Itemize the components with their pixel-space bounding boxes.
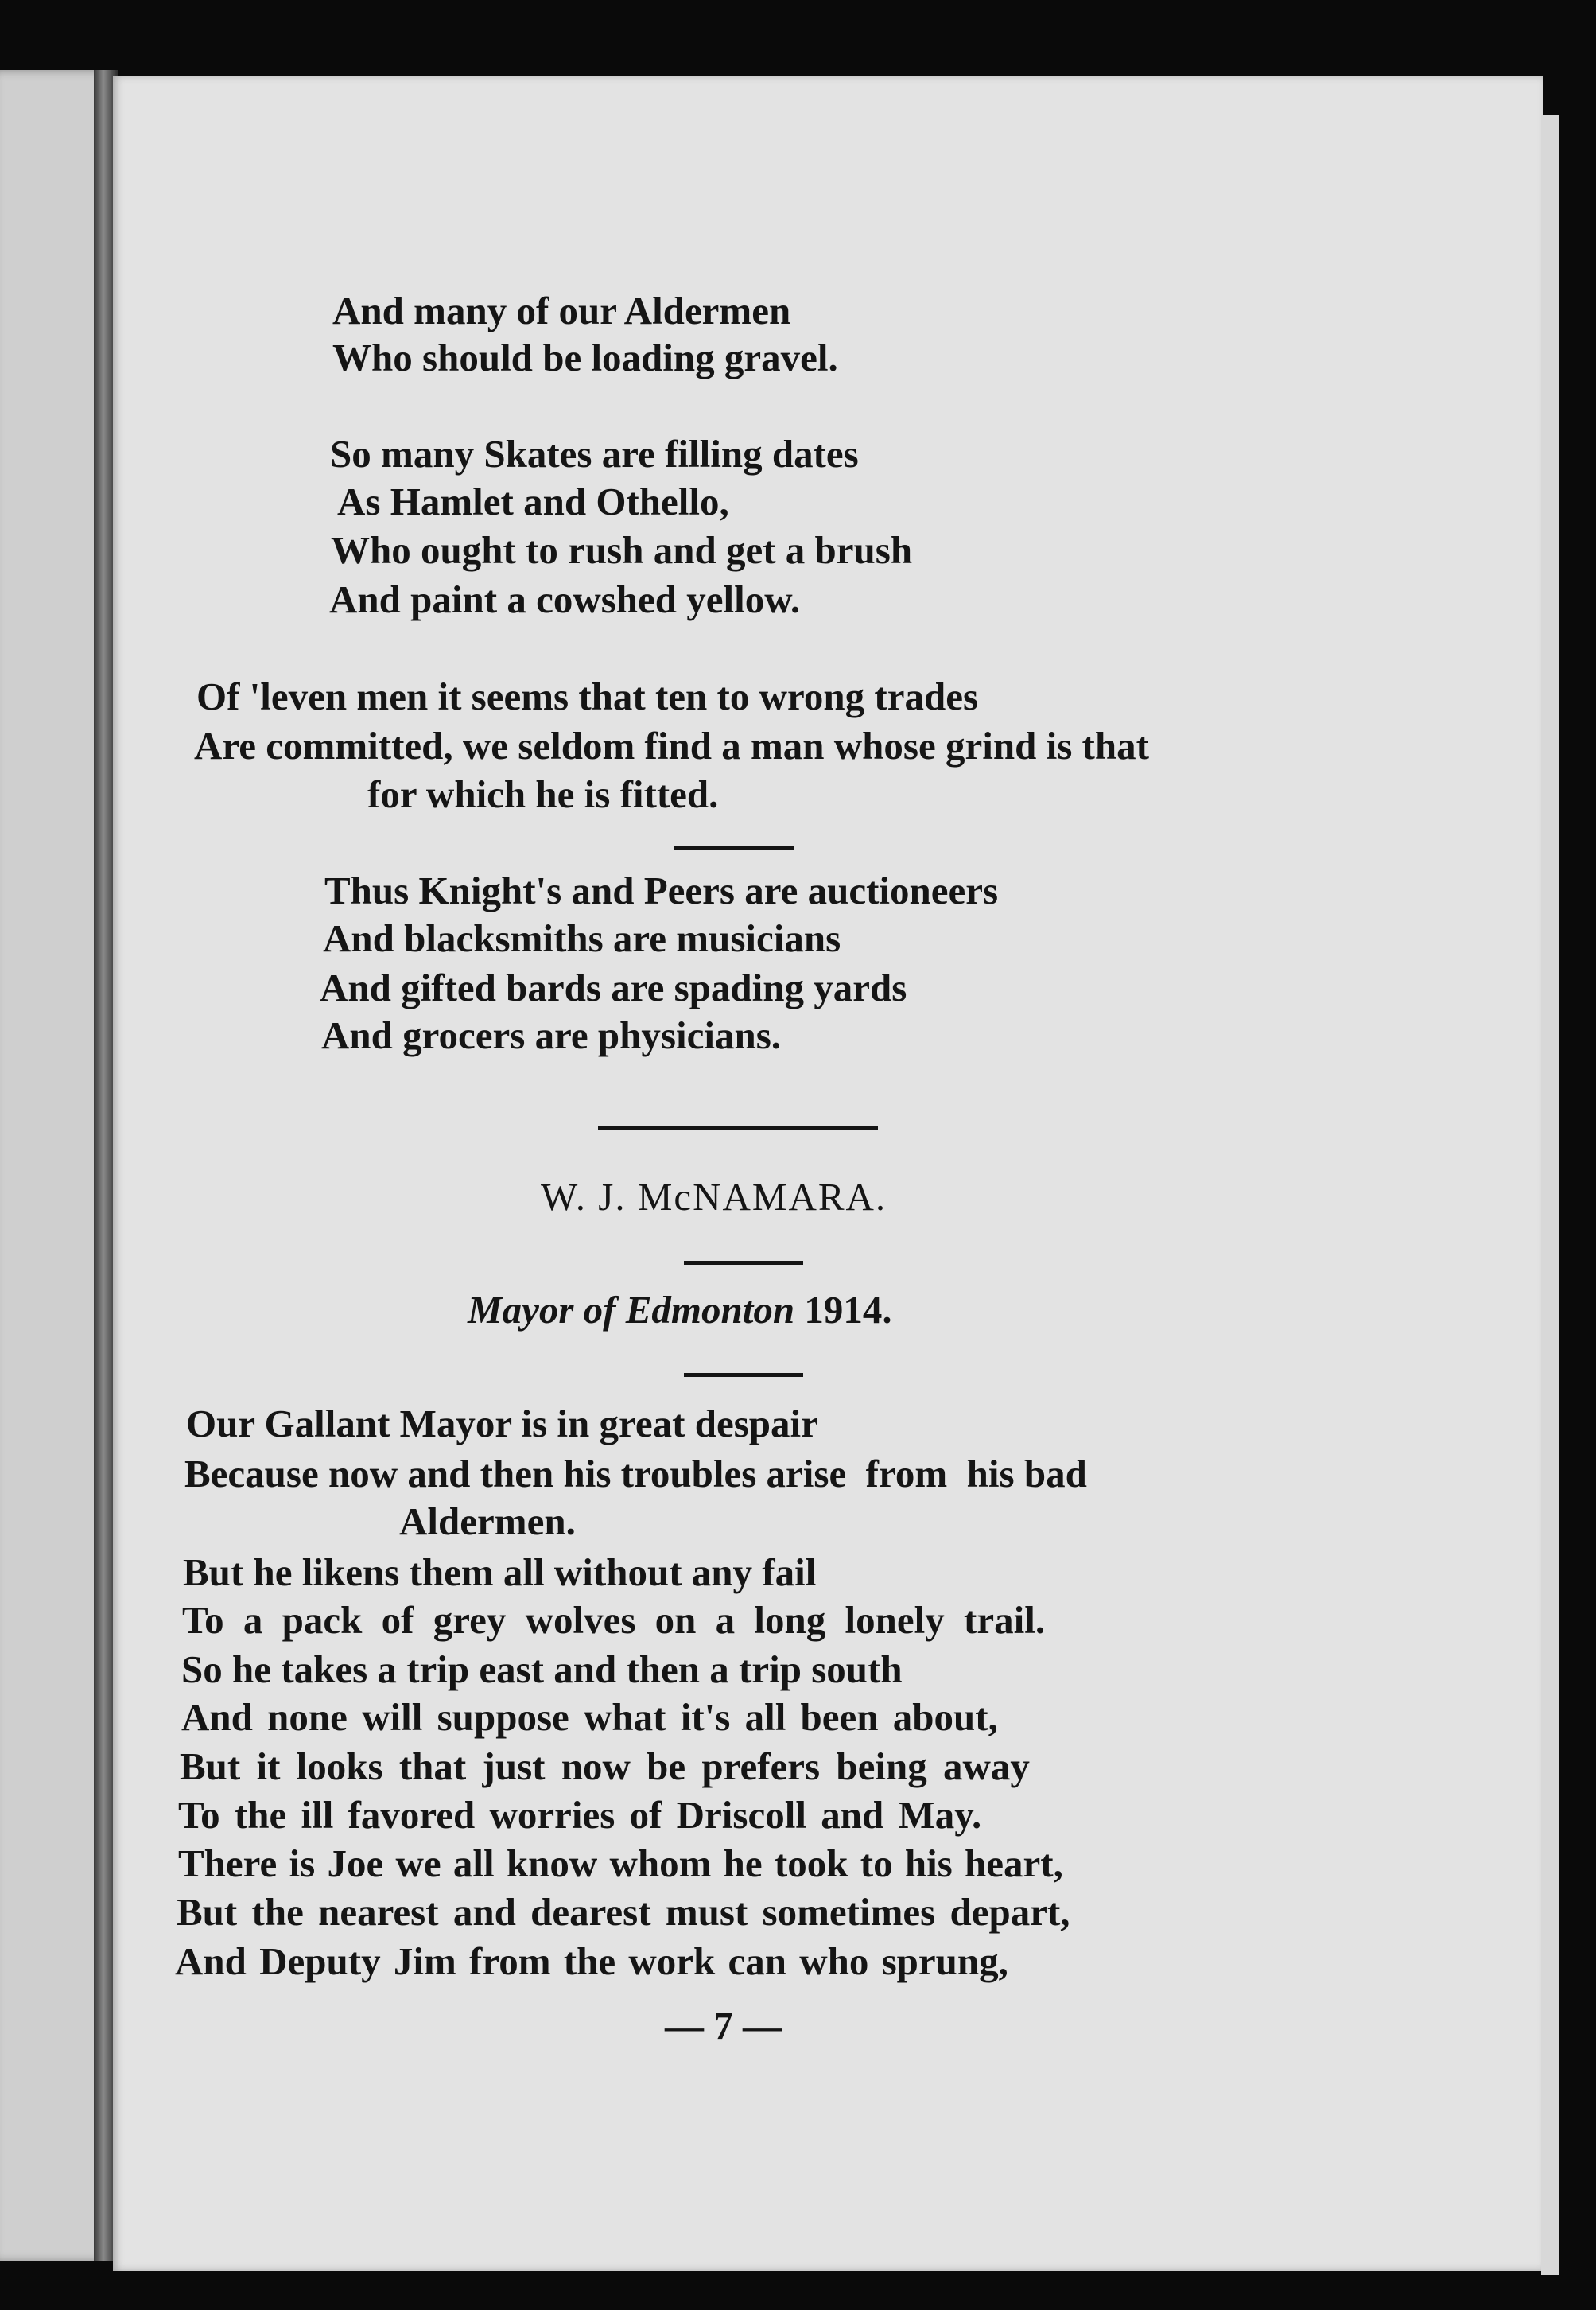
poem-line: To the ill favored worries of Driscoll and May. xyxy=(178,1793,982,1837)
verse-line: Are committed, we seldom find a man whose grind is that xyxy=(194,724,1149,768)
verse-line: Of 'leven men it seems that ten to wrong trades xyxy=(196,675,979,718)
poem-line: Our Gallant Mayor is in great despair xyxy=(186,1402,818,1445)
verse-line: And grocers are physicians. xyxy=(321,1013,782,1057)
verse-line: And blacksmiths are musicians xyxy=(323,916,841,960)
poem-line: To a pack of grey wolves on a long lonely trail. xyxy=(182,1598,1046,1642)
verse-line: So many Skates are filling dates xyxy=(330,432,859,476)
poem-line: So he takes a trip east and then a trip south xyxy=(181,1647,903,1691)
section-heading: W. J. McNAMARA. xyxy=(541,1175,887,1219)
subtitle-title: Mayor of Edmonton xyxy=(468,1288,795,1332)
poem-line: But he likens them all without any fail xyxy=(183,1550,817,1594)
verse-line: And paint a cowshed yellow. xyxy=(329,578,801,621)
verse-line: And gifted bards are spading yards xyxy=(320,966,907,1009)
section-divider xyxy=(674,846,794,850)
verse-line: And many of our Aldermen xyxy=(332,289,791,332)
poem-line: But it looks that just now be prefers being away xyxy=(180,1744,1030,1788)
section-divider xyxy=(684,1261,803,1265)
verse-line-continuation: for which he is fitted. xyxy=(367,772,719,816)
page-edge xyxy=(1541,115,1559,2275)
poem-line: And none will suppose what it's all been about, xyxy=(181,1695,998,1739)
poem-line: But the nearest and dearest must sometimes depart, xyxy=(177,1890,1070,1934)
section-divider xyxy=(598,1126,878,1130)
section-divider xyxy=(684,1373,803,1377)
page-number: — 7 — xyxy=(665,2004,782,2048)
verse-line: Who should be loading gravel. xyxy=(332,336,838,379)
poem-line: There is Joe we all know whom he took to his heart, xyxy=(178,1841,1063,1885)
subtitle-year: 1914. xyxy=(804,1288,892,1332)
poem-line: Because now and then his troubles arise from his bad xyxy=(184,1452,1087,1495)
verse-line: Thus Knight's and Peers are auctioneers xyxy=(324,869,999,912)
verse-line: Who ought to rush and get a brush xyxy=(331,528,913,572)
section-subtitle xyxy=(468,1288,892,1332)
verse-line: As Hamlet and Othello, xyxy=(337,480,729,523)
poem-line-continuation: Aldermen. xyxy=(399,1499,576,1543)
poem-line: And Deputy Jim from the work can who sprung, xyxy=(175,1939,1008,1983)
